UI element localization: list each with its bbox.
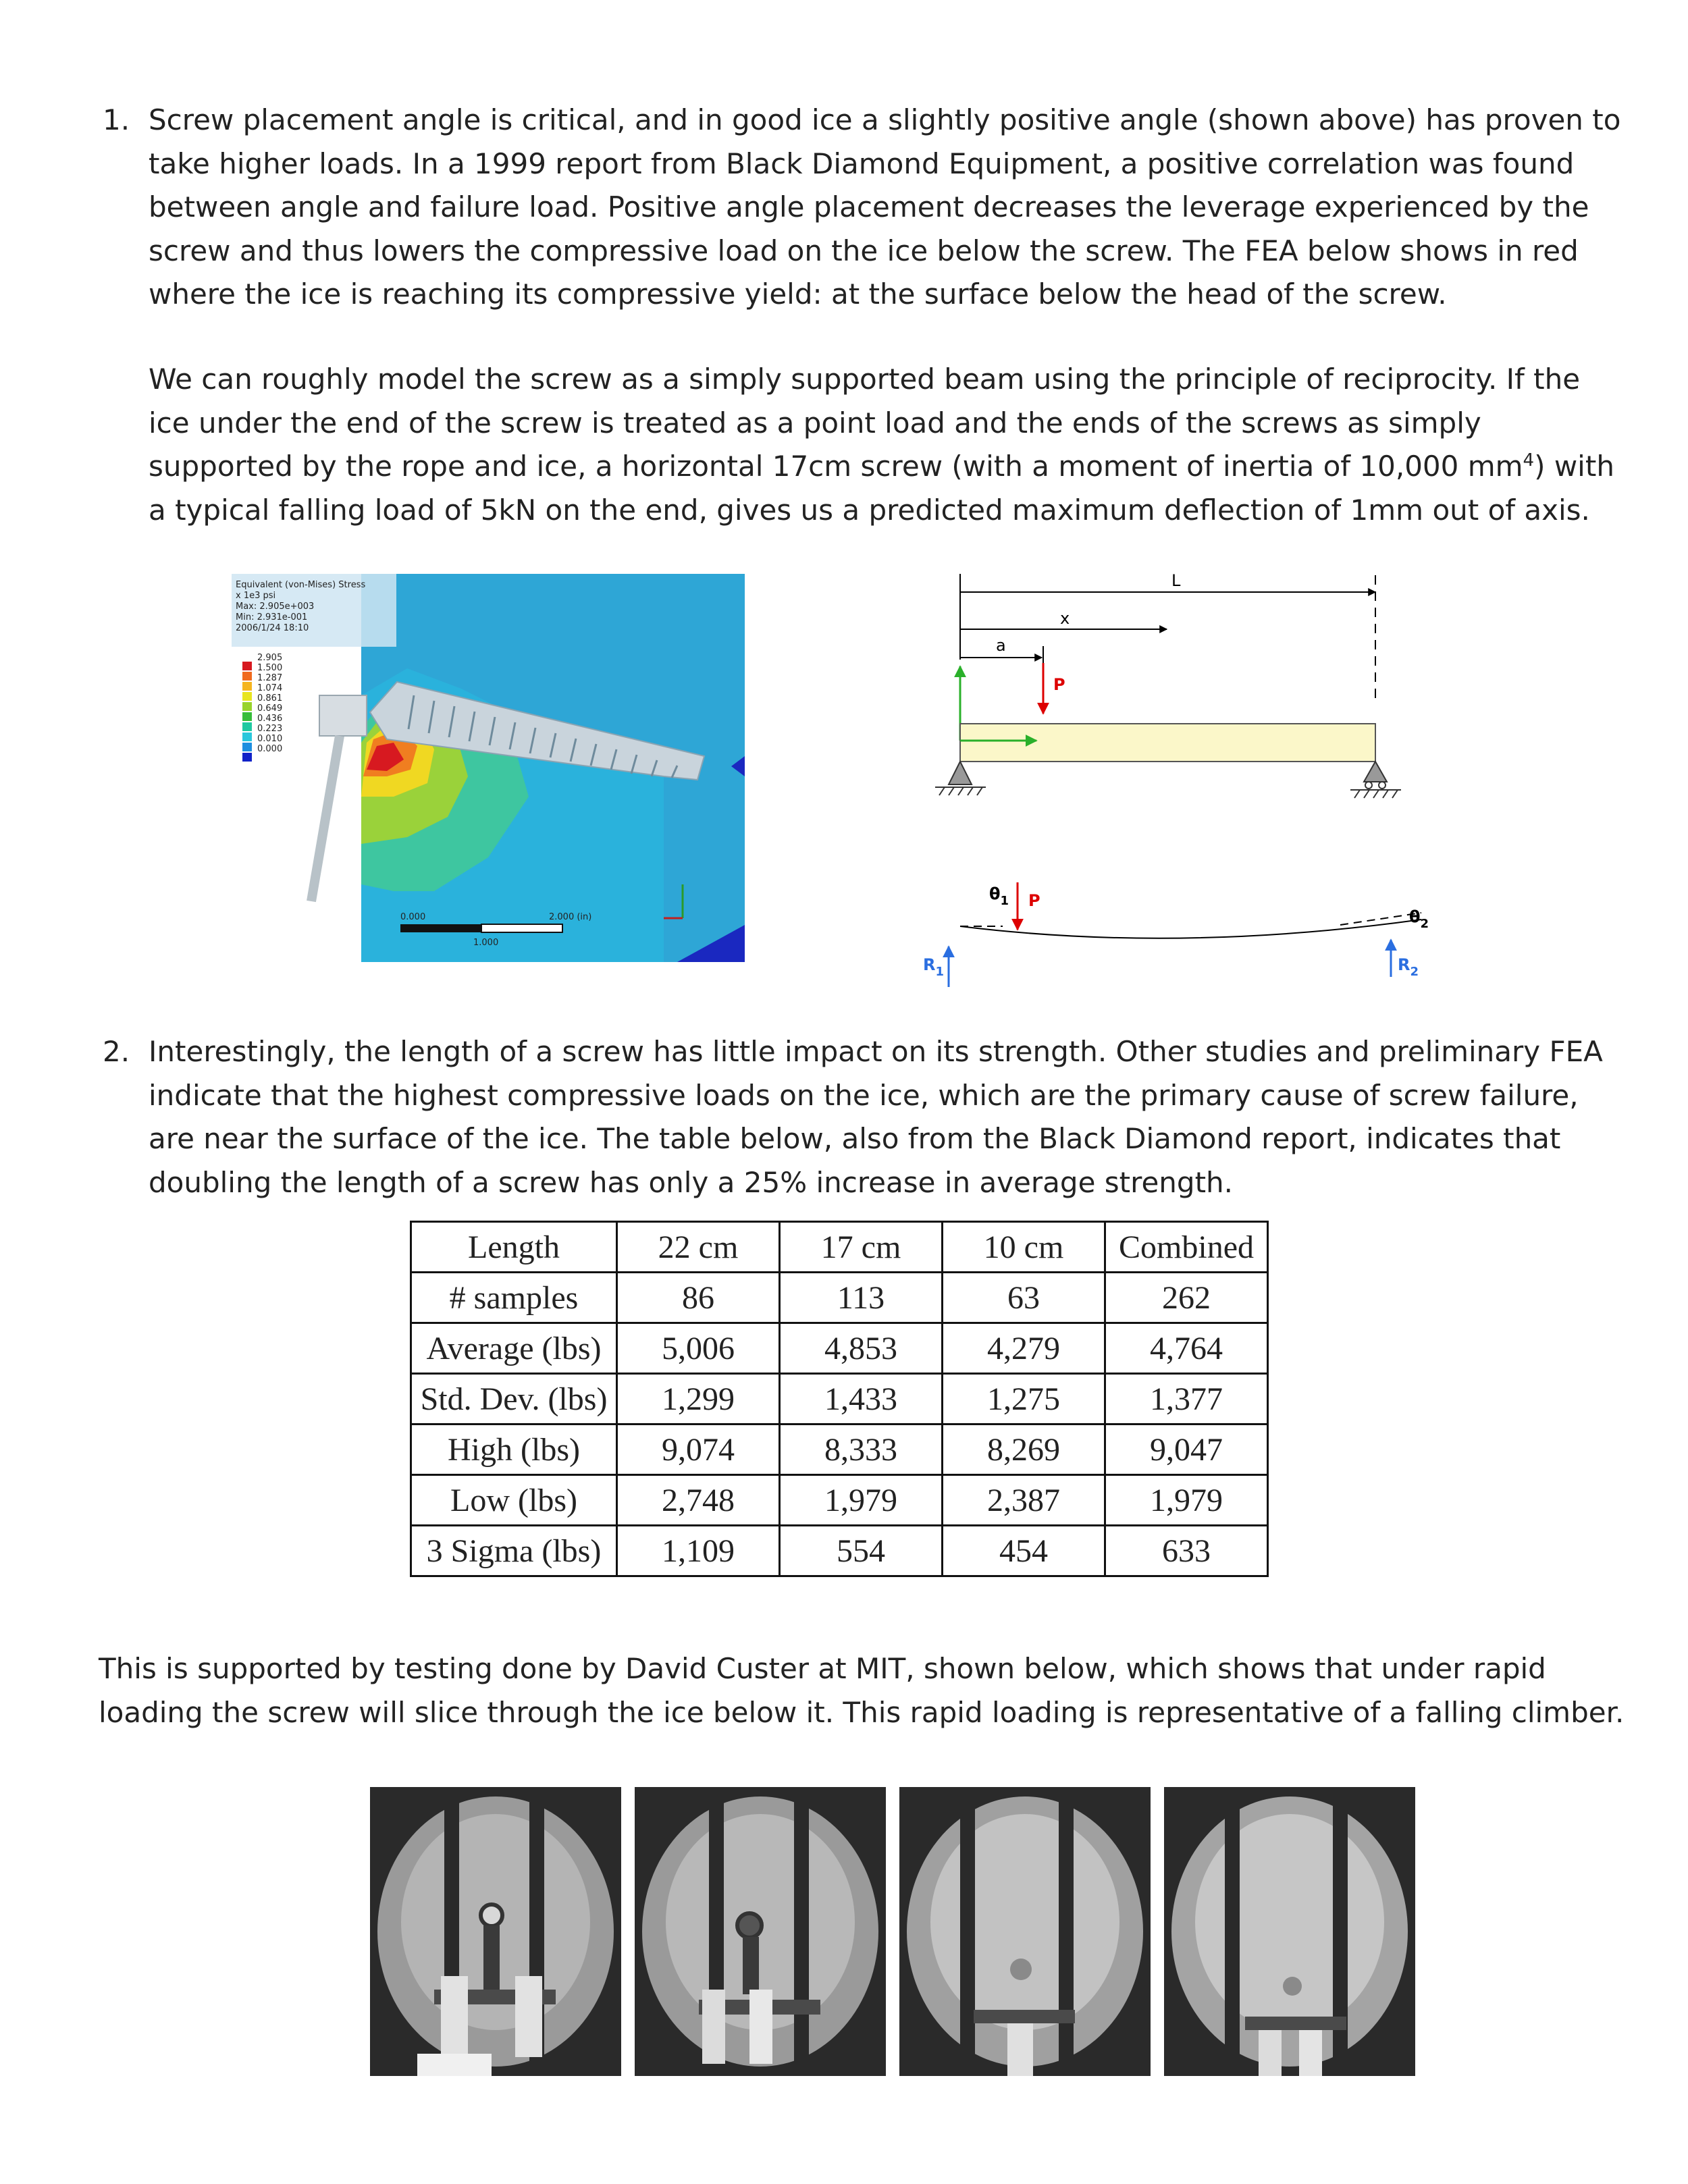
legend-value: 0.649 [257, 703, 283, 714]
table-cell: 9,074 [617, 1424, 780, 1475]
label-a: a [996, 636, 1006, 655]
table-row [411, 1323, 1268, 1374]
list-item-2 [103, 1030, 1627, 1204]
table-cell: 4,853 [780, 1323, 943, 1374]
table-cell: 1,109 [617, 1526, 780, 1576]
paragraph-screw-angle: Screw placement angle is critical, and in good ice a slightly positive angle (shown above) has proven to take higher loads. In a 1999 report from Black Diamond Equipment, a positive correlation was found between angle and failure load. Positive angle placement decreases the leverage experienced by the screw and thus lowers the compressive load on the ice below the screw. The FEA below shows in red where the ice is reaching its compressive yield: at the surface below the head of the screw. [149, 103, 1621, 311]
table-row [411, 1424, 1268, 1475]
legend-value: 1.287 [257, 673, 283, 683]
table-cell: 2,748 [617, 1475, 780, 1526]
paragraph-mit-testing-wrap [99, 1647, 1631, 1734]
legend-swatch [242, 712, 252, 721]
table-cell: 1,979 [780, 1475, 943, 1526]
table-row [411, 1273, 1268, 1323]
fea-stress-image [232, 574, 745, 962]
table-cell: 5,006 [617, 1323, 780, 1374]
table-cell: 63 [943, 1273, 1105, 1323]
scale-mid: 1.000 [473, 938, 499, 948]
legend-swatch [242, 733, 252, 741]
legend-value: 0.436 [257, 714, 283, 724]
legend-swatch [242, 722, 252, 731]
legend-swatch [242, 662, 252, 670]
label-R1: $R_1$ [923, 955, 945, 979]
table-cell: 86 [617, 1273, 780, 1323]
label-R2: $R_2$ [1398, 955, 1419, 979]
list-number-1: 1. [103, 103, 130, 136]
table-header-cell: Combined [1105, 1222, 1268, 1273]
table-cell: 8,269 [943, 1424, 1105, 1475]
label-P-bottom: P [1028, 891, 1040, 910]
fea-max: Max: 2.905e+003 [236, 602, 315, 612]
test-photo-frame-3 [899, 1787, 1151, 2076]
label-theta1: $\theta_1$ [989, 884, 1009, 908]
label-P-top: P [1053, 675, 1065, 694]
table-cell: 262 [1105, 1273, 1268, 1323]
table-cell: 4,764 [1105, 1323, 1268, 1374]
table-cell: 1,275 [943, 1374, 1105, 1424]
legend-swatch [242, 672, 252, 681]
table-cell: 1,377 [1105, 1374, 1268, 1424]
table-row-label: Std. Dev. (lbs) [411, 1374, 617, 1424]
table-cell: 8,333 [780, 1424, 943, 1475]
table-row-label: Average (lbs) [411, 1323, 617, 1374]
label-theta2: $\theta_2$ [1409, 907, 1429, 931]
paragraph-mit-testing: This is supported by testing done by David Custer at MIT, shown below, which shows that under rapid loading the screw will slice through the ice below it. This rapid loading is representative of a falling climber. [99, 1652, 1625, 1729]
label-x: x [1060, 609, 1070, 628]
table-row-label: 3 Sigma (lbs) [411, 1526, 617, 1576]
legend-swatch [242, 743, 252, 751]
table-header-cell: Length [411, 1222, 617, 1273]
list-item-1 [103, 99, 1627, 317]
table-cell: 2,387 [943, 1475, 1105, 1526]
table-cell: 9,047 [1105, 1424, 1268, 1475]
table-cell: 1,979 [1105, 1475, 1268, 1526]
scale-right: 2.000 (in) [549, 912, 592, 922]
legend-swatch [242, 692, 252, 701]
test-photo-sequence [370, 1787, 1418, 2077]
strength-table [410, 1221, 1269, 1577]
legend-value: 2.905 [257, 653, 283, 663]
list-number-2: 2. [103, 1035, 130, 1068]
fea-title: Equivalent (von-Mises) Stress [236, 580, 366, 590]
table-cell: 1,433 [780, 1374, 943, 1424]
beam-diagram [922, 562, 1448, 994]
legend-swatch [242, 753, 252, 762]
table-row [411, 1526, 1268, 1576]
beam-model-text: We can roughly model the screw as a simply supported beam using the principle of reciprocity. If the ice under the end of the screw is treated as a point load and the ends of the screws as simply supported by the rope and ice, a horizontal 17cm screw (with a moment of inertia of 10,000 mm [149, 363, 1581, 483]
paragraph-screw-length: Interestingly, the length of a screw has little impact on its strength. Other studies and preliminary FEA indicate that the highest compressive loads on the ice, which are the primary cause of screw failure, are near the surface of the ice. The table below, also from the Black Diamond report, indicates that doubling the length of a screw has only a 25% increase in average strength. [149, 1035, 1603, 1199]
table-cell: 454 [943, 1526, 1105, 1576]
table-cell: 113 [780, 1273, 943, 1323]
table-row-label: # samples [411, 1273, 617, 1323]
fea-legend [242, 653, 282, 762]
table-cell: 1,299 [617, 1374, 780, 1424]
scale-left: 0.000 [400, 912, 426, 922]
table-cell: 633 [1105, 1526, 1268, 1576]
fea-min: Min: 2.931e-001 [236, 612, 308, 622]
table-cell: 554 [780, 1526, 943, 1576]
fea-date: 2006/1/24 18:10 [236, 623, 309, 633]
legend-value: 0.000 [257, 744, 283, 754]
table-row [411, 1475, 1268, 1526]
legend-swatch [242, 682, 252, 691]
label-L: L [1171, 571, 1181, 590]
table-header-cell: 22 cm [617, 1222, 780, 1273]
fea-units: x 1e3 psi [236, 591, 276, 601]
table-header-row [411, 1222, 1268, 1273]
table-header-cell: 10 cm [943, 1222, 1105, 1273]
paragraph-beam-model [149, 358, 1627, 532]
table-row-label: High (lbs) [411, 1424, 617, 1475]
legend-value: 0.223 [257, 724, 283, 734]
legend-value: 0.861 [257, 693, 283, 703]
superscript-4: 4 [1523, 450, 1535, 471]
table-row [411, 1374, 1268, 1424]
legend-value: 0.010 [257, 734, 283, 744]
legend-value: 1.074 [257, 683, 283, 693]
beam-model-text-end: ) with a typical falling load of 5kN on the end, gives us a predicted maximum deflection of 1mm out of axis. [149, 450, 1614, 527]
test-photo-frame-4 [1164, 1787, 1415, 2076]
table-cell: 4,279 [943, 1323, 1105, 1374]
table-header-cell: 17 cm [780, 1222, 943, 1273]
test-photo-frame-1 [370, 1787, 621, 2076]
legend-swatch [242, 702, 252, 711]
table-row-label: Low (lbs) [411, 1475, 617, 1526]
legend-value: 1.500 [257, 663, 283, 673]
test-photo-frame-2 [635, 1787, 886, 2076]
